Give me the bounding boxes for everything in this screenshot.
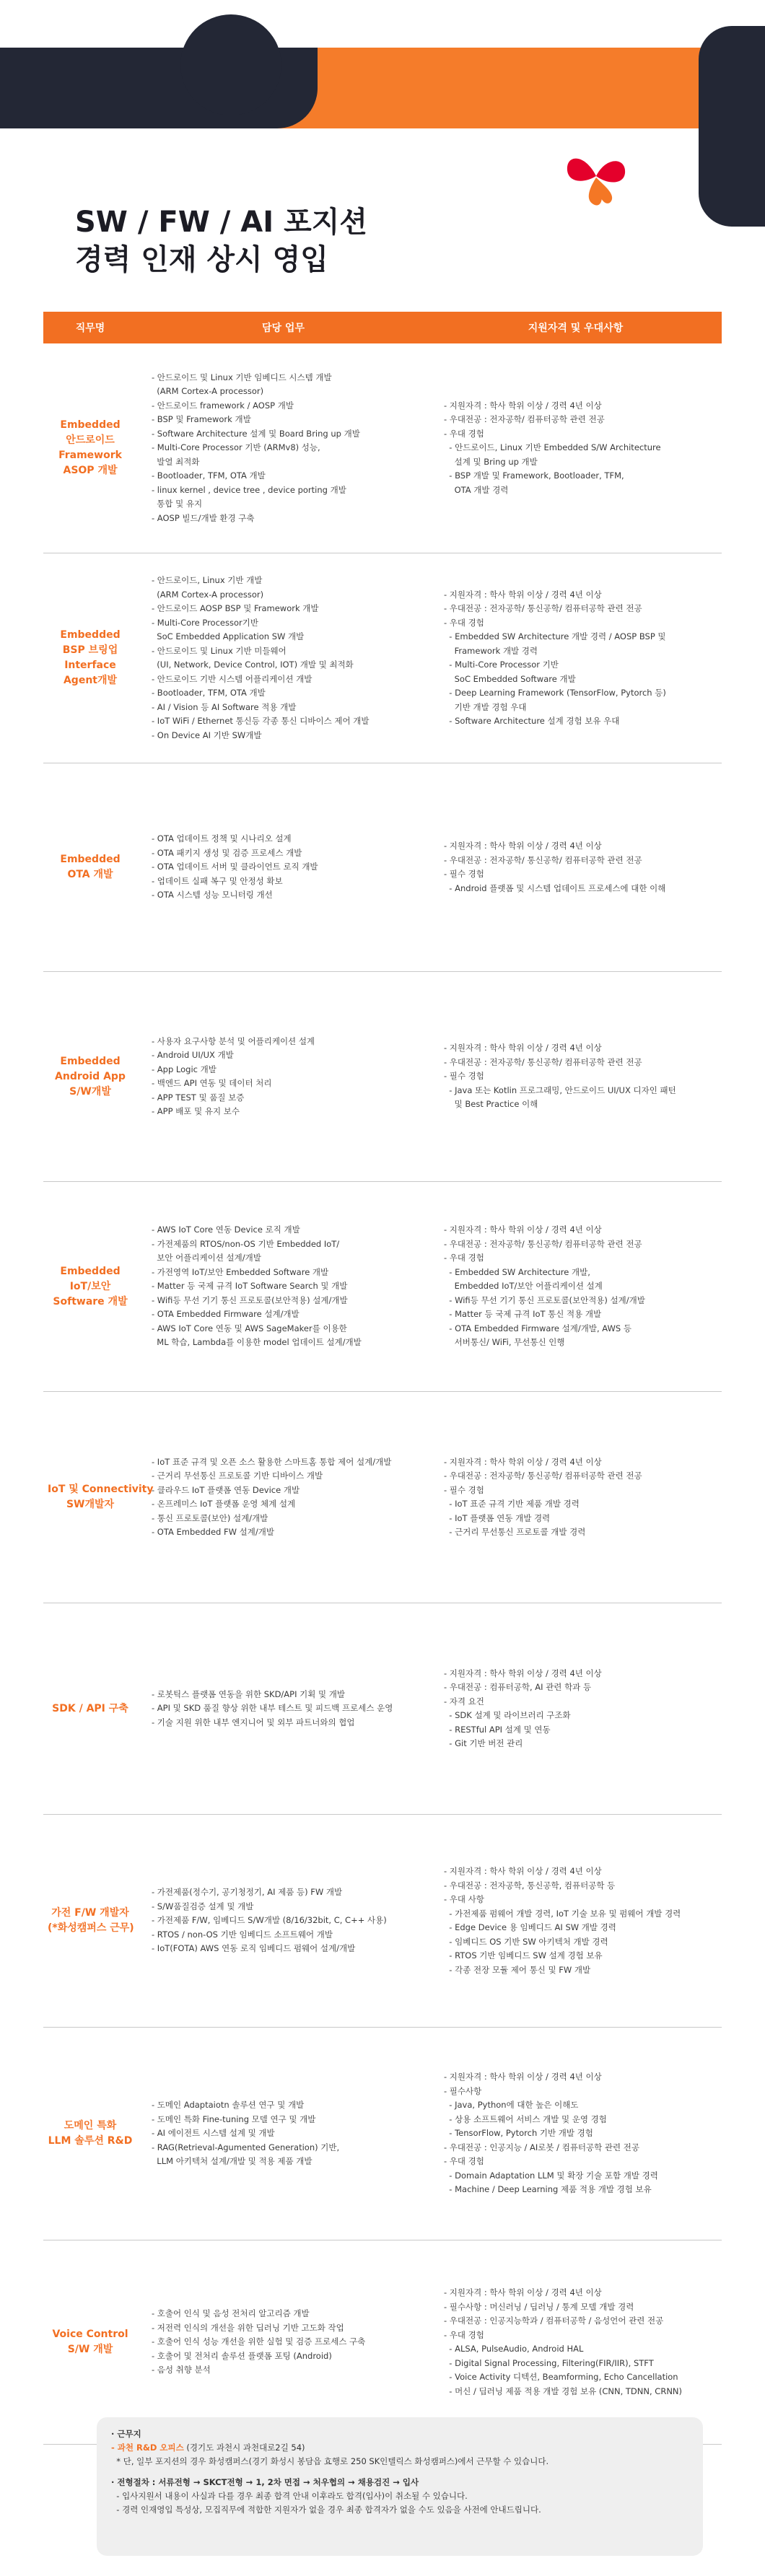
qualification-cell-line: - Edge Device 용 임베디드 AI SW 개발 경력: [444, 1922, 616, 1932]
duty-cell-line: LLM 아키텍처 설계/개발 및 적용 제품 개발: [152, 2156, 312, 2167]
qualification-cell: [429, 839, 722, 895]
table-row: [43, 1182, 722, 1392]
qualification-cell-line: - 지원자격 : 학사 학위 이상 / 경력 4년 이상: [444, 2287, 602, 2297]
info-box: [97, 2417, 703, 2556]
qualification-cell-line: - Digital Signal Processing, Filtering(FIR/IIR), STFT: [444, 2357, 654, 2368]
role-name-line: Voice Control: [52, 2329, 128, 2340]
duty-cell-line: - 안드로이드 및 Linux 기반 임베디드 시스템 개발: [152, 372, 332, 382]
duty-cell-line: - 사용자 요구사항 분석 및 어플리케이션 설계: [152, 1035, 315, 1046]
qualification-cell-line: - 가전제품 펌웨어 개발 경력, IoT 기술 보유 및 펌웨어 개발 경력: [444, 1908, 681, 1919]
duty-cell-line: - AOSP 빌드/개발 환경 구축: [152, 512, 255, 523]
qualification-cell-line: - IoT 표준 규격 기반 제품 개발 경력: [444, 1499, 580, 1509]
duty-cell-line: - 온프레미스 IoT 플랫폼 운영 체계 설계: [152, 1499, 296, 1509]
duty-cell-line: - App Logic 개발: [152, 1064, 217, 1074]
duty-cell: [137, 1223, 429, 1350]
duty-cell-line: - 안드로이드, Linux 기반 개발: [152, 575, 263, 585]
duty-cell-line: - Wifi등 무선 기기 통신 프로토콜(보안적용) 설계/개발: [152, 1294, 348, 1305]
role-name-line: Embedded: [60, 1265, 121, 1277]
table-row: [43, 2028, 722, 2240]
duty-cell-line: - AWS IoT Core 연동 Device 로직 개발: [152, 1225, 300, 1235]
qualification-cell-line: - IoT 플랫폼 연동 개발 경력: [444, 1512, 551, 1523]
duty-cell: [137, 832, 429, 903]
qualification-cell-line: - 우대 경험: [444, 1253, 484, 1263]
title-line-2: 경력 인재 상시 영입: [75, 243, 328, 276]
qualification-cell: [429, 2070, 722, 2197]
duty-cell-line: - 가전제품의 RTOS/non-OS 기반 Embedded IoT/: [152, 1238, 340, 1249]
duty-cell-line: 발열 최적화: [152, 456, 200, 467]
role-name-line: SDK / API 구축: [52, 1702, 128, 1714]
duty-cell-line: SoC Embedded Application SW 개발: [152, 631, 305, 641]
duty-cell: [137, 1688, 429, 1730]
header-role: 직무명: [75, 323, 105, 334]
duty-cell-line: - AI / Vision 등 AI Software 적용 개발: [152, 701, 297, 712]
qualification-cell-line: - 머신 / 딥러닝 제품 적용 개발 경험 보유 (CNN, TDNN, CRNN): [444, 2386, 683, 2396]
duty-cell-line: - OTA 업데이트 서버 및 클라이언트 로직 개발: [152, 862, 318, 872]
role-name-line: Android App: [55, 1070, 126, 1082]
qualification-cell-line: - 지원자격 : 학사 학위 이상 / 경력 4년 이상: [444, 1225, 602, 1235]
duty-cell-line: - 안드로이드 framework / AOSP 개발: [152, 400, 294, 411]
qualification-cell-line: - 우대전공 : 인공지능학과 / 컴퓨터공학 / 음성언어 관련 전공: [444, 2316, 664, 2326]
duty-cell-line: - linux kernel , device tree , device porting 개발: [152, 484, 346, 495]
process-steps: 서류전형 → SKCT전형 → 1, 2차 면접 → 처우협의 → 채용검진 → 입사: [158, 2477, 419, 2487]
role-name-line: Software 개발: [53, 1295, 128, 1307]
qualification-cell-line: - 우대전공 : 전자공학/ 통신공학/ 컴퓨터공학 관련 전공: [444, 854, 642, 865]
role-name: [43, 1264, 137, 1310]
duty-cell-line: - 업데이트 실패 복구 및 안정성 확보: [152, 875, 283, 886]
qualification-cell-line: - Embedded SW Architecture 개발 경력 / AOSP BSP 및: [444, 631, 666, 641]
qualification-cell-line: - 지원자격 : 학사 학위 이상 / 경력 4년 이상: [444, 1456, 602, 1467]
duty-cell: [137, 2098, 429, 2169]
qualification-cell: [429, 588, 722, 729]
qualification-cell-line: - ALSA, PulseAudio, Android HAL: [444, 2344, 584, 2354]
qualification-cell-line: 및 Best Practice 이해: [444, 1099, 538, 1110]
qualification-cell-line: - 우대전공 : 전자공학/ 통신공학/ 컴퓨터공학 관련 전공: [444, 1238, 642, 1249]
duty-cell-line: - 호출어 인식 성능 개선을 위한 실험 및 검증 프로세스 구축: [152, 2336, 366, 2347]
qualification-cell-line: - 우대전공 : 전자공학/ 통신공학/ 컴퓨터공학 관련 전공: [444, 603, 642, 613]
qualification-cell-line: - OTA Embedded Firmware 설계/개발, AWS 등: [444, 1323, 631, 1333]
duty-cell-line: - 백엔드 API 연동 및 데이터 처리: [152, 1078, 272, 1088]
duty-cell-line: - Bootloader, TFM, OTA 개발: [152, 470, 266, 481]
qualification-cell-line: - 상용 소프트웨어 서비스 개발 및 운영 경험: [444, 2113, 607, 2124]
role-name: [43, 852, 137, 882]
duty-cell-line: - 로봇틱스 플랫폼 연동을 위한 SKD/API 기획 및 개발: [152, 1688, 346, 1699]
role-name-line: Agent개발: [63, 675, 118, 686]
duty-cell-line: - 클라우드 IoT 플랫폼 연동 Device 개발: [152, 1484, 300, 1495]
duty-cell-line: - OTA Embedded Firmware 설계/개발: [152, 1309, 300, 1320]
duty-cell-line: - 안드로이드 AOSP BSP 및 Framework 개발: [152, 603, 319, 613]
duty-cell-line: - 가전제품(정수기, 공기청정기, AI 제품 등) FW 개발: [152, 1887, 343, 1898]
role-name: [43, 2327, 137, 2357]
role-name-line: Embedded: [60, 854, 121, 865]
duty-cell-line: - 가전영역 IoT/보안 Embedded Software 개발: [152, 1266, 329, 1277]
role-name-line: Embedded: [60, 419, 121, 431]
qualification-cell-line: - 필수 경험: [444, 1071, 484, 1082]
header-qual: 지원자격 및 우대사항: [528, 323, 624, 334]
qualification-cell-line: - 지원자격 : 학사 학위 이상 / 경력 4년 이상: [444, 400, 602, 411]
duty-cell-line: - AI 에이전트 시스템 설계 및 개발: [152, 2128, 275, 2139]
role-name-line: Embedded: [60, 1055, 121, 1067]
work-location-address: (경기도 과천시 과천대로2길 54): [183, 2443, 305, 2453]
duty-cell-line: - OTA Embedded FW 설계/개발: [152, 1527, 274, 1537]
qualification-cell-line: - Machine / Deep Learning 제품 적용 개발 경험 보유: [444, 2184, 652, 2195]
role-name-line: IoT 및 Connectivity: [48, 1484, 154, 1495]
table-row: [43, 1392, 722, 1603]
role-name-line: 안드로이드: [66, 434, 115, 446]
duty-cell-line: - API 및 SKD 품질 향상 위한 내부 테스트 및 피드백 프로세스 운영: [152, 1703, 393, 1714]
duty-cell-line: - 음성 취향 분석: [152, 2365, 211, 2375]
duty-cell-line: - OTA 시스템 성능 모니터링 개선: [152, 890, 273, 901]
role-name-line: SW개발자: [66, 1499, 115, 1510]
qualification-cell-line: - RESTful API 설계 및 연동: [444, 1724, 551, 1735]
qualification-cell-line: 서버통신/ WiFi, 무선통신 인행: [444, 1337, 565, 1348]
duty-cell-line: - IoT(FOTA) AWS 연동 로직 임베디드 펌웨어 설계/개발: [152, 1943, 356, 1954]
qualification-cell-line: - Matter 등 국제 규격 IoT 통신 적용 개발: [444, 1309, 602, 1320]
qualification-cell-line: - Deep Learning Framework (TensorFlow, Pytorch 등): [444, 688, 666, 698]
table-row: [43, 2240, 722, 2445]
qualification-cell-line: - 필수사항 : 머신러닝 / 딥러닝 / 통계 모델 개발 경력: [444, 2301, 634, 2312]
role-name-line: Framework: [58, 450, 122, 461]
work-location-title: · 근무지: [111, 2429, 141, 2439]
qualification-cell-line: - Voice Activity 디텍션, Beamforming, Echo Cancellation: [444, 2372, 678, 2382]
role-name-line: IoT/보안: [69, 1280, 111, 1292]
role-name-line: 도메인 특화: [64, 2120, 117, 2132]
role-name-line: LLM 솔루션 R&D: [48, 2135, 133, 2147]
qualification-cell-line: - 지원자격 : 학사 학위 이상 / 경력 4년 이상: [444, 1043, 602, 1053]
role-name-line: (*화성캠퍼스 근무): [48, 1922, 134, 1934]
qualification-cell-line: - 자격 요건: [444, 1696, 484, 1707]
qualification-cell-line: - 우대 경험: [444, 428, 484, 439]
role-name-line: 가전 F/W 개발자: [51, 1907, 129, 1919]
role-name-line: BSP 브링업: [62, 644, 118, 656]
table-row: [43, 1603, 722, 1815]
qualification-cell-line: - 지원자격 : 학사 학위 이상 / 경력 4년 이상: [444, 841, 602, 851]
qualification-cell-line: SoC Embedded Software 개발: [444, 673, 576, 684]
qualification-cell-line: - 필수 경험: [444, 1484, 484, 1495]
duty-cell-line: - RTOS / non-OS 기반 임베디드 소프트웨어 개발: [152, 1929, 333, 1940]
duty-cell-line: - Android UI/UX 개발: [152, 1050, 234, 1060]
qualification-cell-line: - Software Architecture 설계 경험 보유 우대: [444, 716, 620, 726]
navy-circle-decoration: [180, 14, 281, 115]
qualification-cell-line: OTA 개발 경력: [444, 484, 509, 495]
hero-banner: [0, 0, 765, 346]
qualification-cell: [429, 1223, 722, 1350]
role-name-line: OTA 개발: [67, 869, 113, 880]
duty-cell-line: - Multi-Core Processor 기반 (ARMv8) 성능,: [152, 442, 320, 453]
qualification-cell-line: - 우대 경험: [444, 2156, 484, 2167]
duty-cell-line: - OTA 업데이트 정책 및 시나리오 설계: [152, 833, 292, 844]
qualification-cell-line: - 근거리 무선통신 프로토콜 개발 경력: [444, 1527, 586, 1537]
qualification-cell-line: Embedded IoT/보안 어플리케이션 설계: [444, 1281, 603, 1292]
role-name-line: ASOP 개발: [63, 465, 118, 476]
qualification-cell-line: - 우대전공 : 컴퓨터공학, AI 관련 학과 등: [444, 1682, 592, 1692]
qualification-cell-line: - 지원자격 : 학사 학위 이상 / 경력 4년 이상: [444, 1668, 602, 1678]
qualification-cell-line: - Multi-Core Processor 기반: [444, 660, 559, 670]
qualification-cell-line: - 필수 경험: [444, 869, 484, 879]
duty-cell: [137, 2307, 429, 2378]
duty-cell-line: - IoT 표준 규격 및 오픈 소스 활용한 스마트홈 통합 제어 설계/개발: [152, 1456, 392, 1467]
qualification-cell-line: - 우대전공 : 전자공학/ 컴퓨터공학 관련 전공: [444, 414, 605, 425]
duty-cell-line: - RAG(Retrieval-Agumented Generation) 기반,: [152, 2142, 340, 2152]
qualification-cell-line: - 지원자격 : 학사 학위 이상 / 경력 4년 이상: [444, 1866, 602, 1876]
role-name: [43, 418, 137, 478]
duty-cell-line: - 호출어 인식 및 음성 전처리 알고리즘 개발: [152, 2308, 310, 2319]
duty-cell-line: 보안 어플리케이션 설계/개발: [152, 1253, 261, 1263]
duty-cell-line: (ARM Cortex-A processor): [152, 589, 264, 600]
duty-cell-line: - 안드로이드 및 Linux 기반 미들웨어: [152, 645, 287, 656]
process-line: [111, 2476, 688, 2489]
duty-cell-line: - APP 배포 및 유지 보수: [152, 1106, 240, 1116]
role-name-line: Embedded: [60, 629, 121, 641]
duty-cell-line: - BSP 및 Framework 개발: [152, 414, 251, 425]
page-title: [75, 203, 367, 279]
duty-cell-line: (UI, Network, Device Control, IOT) 개발 및 최적화: [152, 660, 354, 670]
qualification-cell-line: - 임베디드 OS 기반 SW 아키텍처 개발 경력: [444, 1936, 608, 1947]
duty-cell-line: (ARM Cortex-A processor): [152, 386, 264, 397]
qualification-cell-line: - 우대 사항: [444, 1894, 484, 1904]
duty-cell-line: - 근거리 무선통신 프로토콜 기반 디바이스 개발: [152, 1471, 323, 1481]
qualification-cell-line: - 우대전공 : 인공지능 / AI로봇 / 컴퓨터공학 관련 전공: [444, 2142, 640, 2152]
qualification-cell-line: 설계 및 Bring up 개발: [444, 456, 538, 467]
duty-cell: [137, 574, 429, 742]
qualification-cell: [429, 1865, 722, 1977]
duty-cell-line: - Software Architecture 설계 및 Board Bring up 개발: [152, 428, 360, 439]
role-name: [43, 1701, 137, 1717]
duty-cell-line: - S/W품질검증 설계 및 개발: [152, 1901, 254, 1911]
role-name-line: S/W개발: [69, 1085, 111, 1098]
qualification-cell: [429, 2286, 722, 2398]
qualification-cell-line: - 우대전공 : 전자공학, 통신공학, 컴퓨터공학 등: [444, 1880, 616, 1891]
qualification-cell-line: - 각종 전장 모듈 제어 통신 및 FW 개발: [444, 1964, 591, 1975]
table-row: [43, 343, 722, 553]
duty-cell-line: - 가전제품 F/W, 임베디드 S/W개발 (8/16/32bit, C, C++ 사용): [152, 1915, 387, 1926]
qualification-cell: [429, 1455, 722, 1540]
role-name: [43, 1054, 137, 1100]
qualification-cell-line: - 우대전공 : 전자공학/ 통신공학/ 컴퓨터공학 관련 전공: [444, 1471, 642, 1481]
duty-cell-line: - On Device AI 기반 SW개발: [152, 730, 262, 740]
qualification-cell: [429, 1041, 722, 1112]
role-name: [43, 2119, 137, 2149]
work-location-note: * 단, 일부 포지션의 경우 화성캠퍼스(경기 화성시 봉담읍 효행로 250 SK인텔릭스 화성캠퍼스)에서 근무할 수 있습니다.: [111, 2456, 549, 2466]
qualification-cell-line: - Git 기반 버전 관리: [444, 1738, 523, 1748]
duty-cell: [137, 1885, 429, 1956]
duty-cell-line: - 저전력 인식의 개선을 위한 딥러닝 기반 고도화 작업: [152, 2322, 344, 2333]
qualification-cell-line: 기반 개발 경험 우대: [444, 701, 527, 712]
duty-cell-line: - 도메인 특화 Fine-tuning 모델 연구 및 개발: [152, 2113, 316, 2124]
work-location-main: - 과천 R&D 오피스: [111, 2443, 184, 2453]
duty-cell-line: - Multi-Core Processor기반: [152, 617, 258, 628]
qualification-cell: [429, 399, 722, 498]
duty-cell-line: - OTA 패키지 생성 및 검증 프로세스 개발: [152, 847, 302, 858]
table-row: [43, 972, 722, 1182]
process-note-2: - 경력 인재영입 특성상, 모집직무에 적합한 지원자가 없을 경우 최종 합격자가 없을 수도 있음을 사전에 안내드립니다.: [111, 2505, 541, 2515]
duty-cell: [137, 371, 429, 526]
qualification-cell-line: - 우대전공 : 전자공학/ 통신공학/ 컴퓨터공학 관련 전공: [444, 1056, 642, 1067]
qualification-cell-line: - Domain Adaptation LLM 및 확장 기술 포함 개발 경력: [444, 2170, 658, 2181]
job-table: [43, 312, 722, 2445]
role-name: [43, 628, 137, 688]
duty-cell: [137, 1035, 429, 1119]
qualification-cell-line: - BSP 개발 및 Framework, Bootloader, TFM,: [444, 470, 624, 481]
header-duty: 담당 업무: [262, 323, 305, 334]
qualification-cell-line: - TensorFlow, Pytorch 기반 개발 경험: [444, 2128, 593, 2139]
table-body: [43, 343, 722, 2445]
duty-cell-line: 통합 및 유지: [152, 499, 203, 509]
qualification-cell: [429, 1667, 722, 1751]
table-header: [43, 312, 722, 343]
duty-cell-line: - 기술 지원 위한 내부 엔지니어 및 외부 파트너와의 협업: [152, 1717, 355, 1727]
qualification-cell-line: - Embedded SW Architecture 개발,: [444, 1266, 590, 1277]
duty-cell-line: - 안드로이드 기반 시스템 어플리케이션 개발: [152, 673, 312, 684]
duty-cell-line: - 호출어 및 전처리 솔루션 플랫폼 포팅 (Android): [152, 2350, 332, 2361]
table-row: [43, 763, 722, 972]
duty-cell-line: - Bootloader, TFM, OTA 개발: [152, 688, 266, 698]
title-line-1: SW / FW / AI 포지션: [75, 206, 367, 239]
process-label: · 전형절차 :: [111, 2477, 159, 2487]
duty-cell-line: - 도메인 Adaptaiotn 솔루션 연구 및 개발: [152, 2100, 305, 2111]
duty-cell-line: - IoT WiFi / Ethernet 통신등 각종 통신 디바이스 제어 개발: [152, 716, 370, 726]
qualification-cell-line: - Java, Python에 대한 높은 이해도: [444, 2100, 579, 2111]
qualification-cell-line: - 우대 경험: [444, 617, 484, 628]
duty-cell-line: ML 학습, Lambda를 이용한 model 업데이트 설계/개발: [152, 1337, 362, 1348]
navy-pill-decoration: [699, 26, 765, 227]
qualification-cell-line: - SDK 설계 및 라이브러리 구조화: [444, 1710, 571, 1720]
duty-cell-line: - 통신 프로토콜(보안) 설계/개발: [152, 1512, 268, 1523]
table-row: [43, 1815, 722, 2028]
work-location-line: [111, 2441, 688, 2455]
sk-butterfly-logo: [563, 139, 629, 211]
duty-cell-line: - AWS IoT Core 연동 및 AWS SageMaker를 이용한: [152, 1323, 347, 1333]
role-name-line: Interface: [64, 660, 116, 671]
qualification-cell-line: - Java 또는 Kotlin 프로그래밍, 안드로이드 UI/UX 디자인 패턴: [444, 1085, 676, 1095]
role-name: [43, 1906, 137, 1936]
qualification-cell-line: - Android 플랫폼 및 시스템 업데이트 프로세스에 대한 이해: [444, 882, 666, 893]
qualification-cell-line: - 안드로이드, Linux 기반 Embedded S/W Architecture: [444, 442, 661, 453]
duty-cell-line: - Matter 등 국제 규격 IoT Software Search 및 개발: [152, 1281, 348, 1292]
role-name: [43, 1482, 154, 1512]
qualification-cell-line: - 지원자격 : 학사 학위 이상 / 경력 4년 이상: [444, 589, 602, 600]
role-name-line: S/W 개발: [67, 2344, 113, 2355]
table-row: [43, 553, 722, 763]
qualification-cell-line: - 지원자격 : 학사 학위 이상 / 경력 4년 이상: [444, 2072, 602, 2082]
qualification-cell-line: - RTOS 기반 임베디드 SW 설계 경험 보유: [444, 1950, 603, 1961]
qualification-cell-line: - 우대 경험: [444, 2329, 484, 2340]
duty-cell: [137, 1455, 429, 1540]
process-note-1: - 입사지원서 내용이 사실과 다를 경우 최종 합격 안내 이후라도 합격(입사)이 취소될 수 있습니다.: [111, 2491, 468, 2501]
qualification-cell-line: - Wifi등 무선 기기 통신 프로토콜(보안적용) 설계/개발: [444, 1294, 645, 1305]
duty-cell-line: - APP TEST 및 품질 보증: [152, 1092, 245, 1103]
qualification-cell-line: Framework 개발 경력: [444, 645, 538, 656]
qualification-cell-line: - 필수사항: [444, 2085, 482, 2096]
